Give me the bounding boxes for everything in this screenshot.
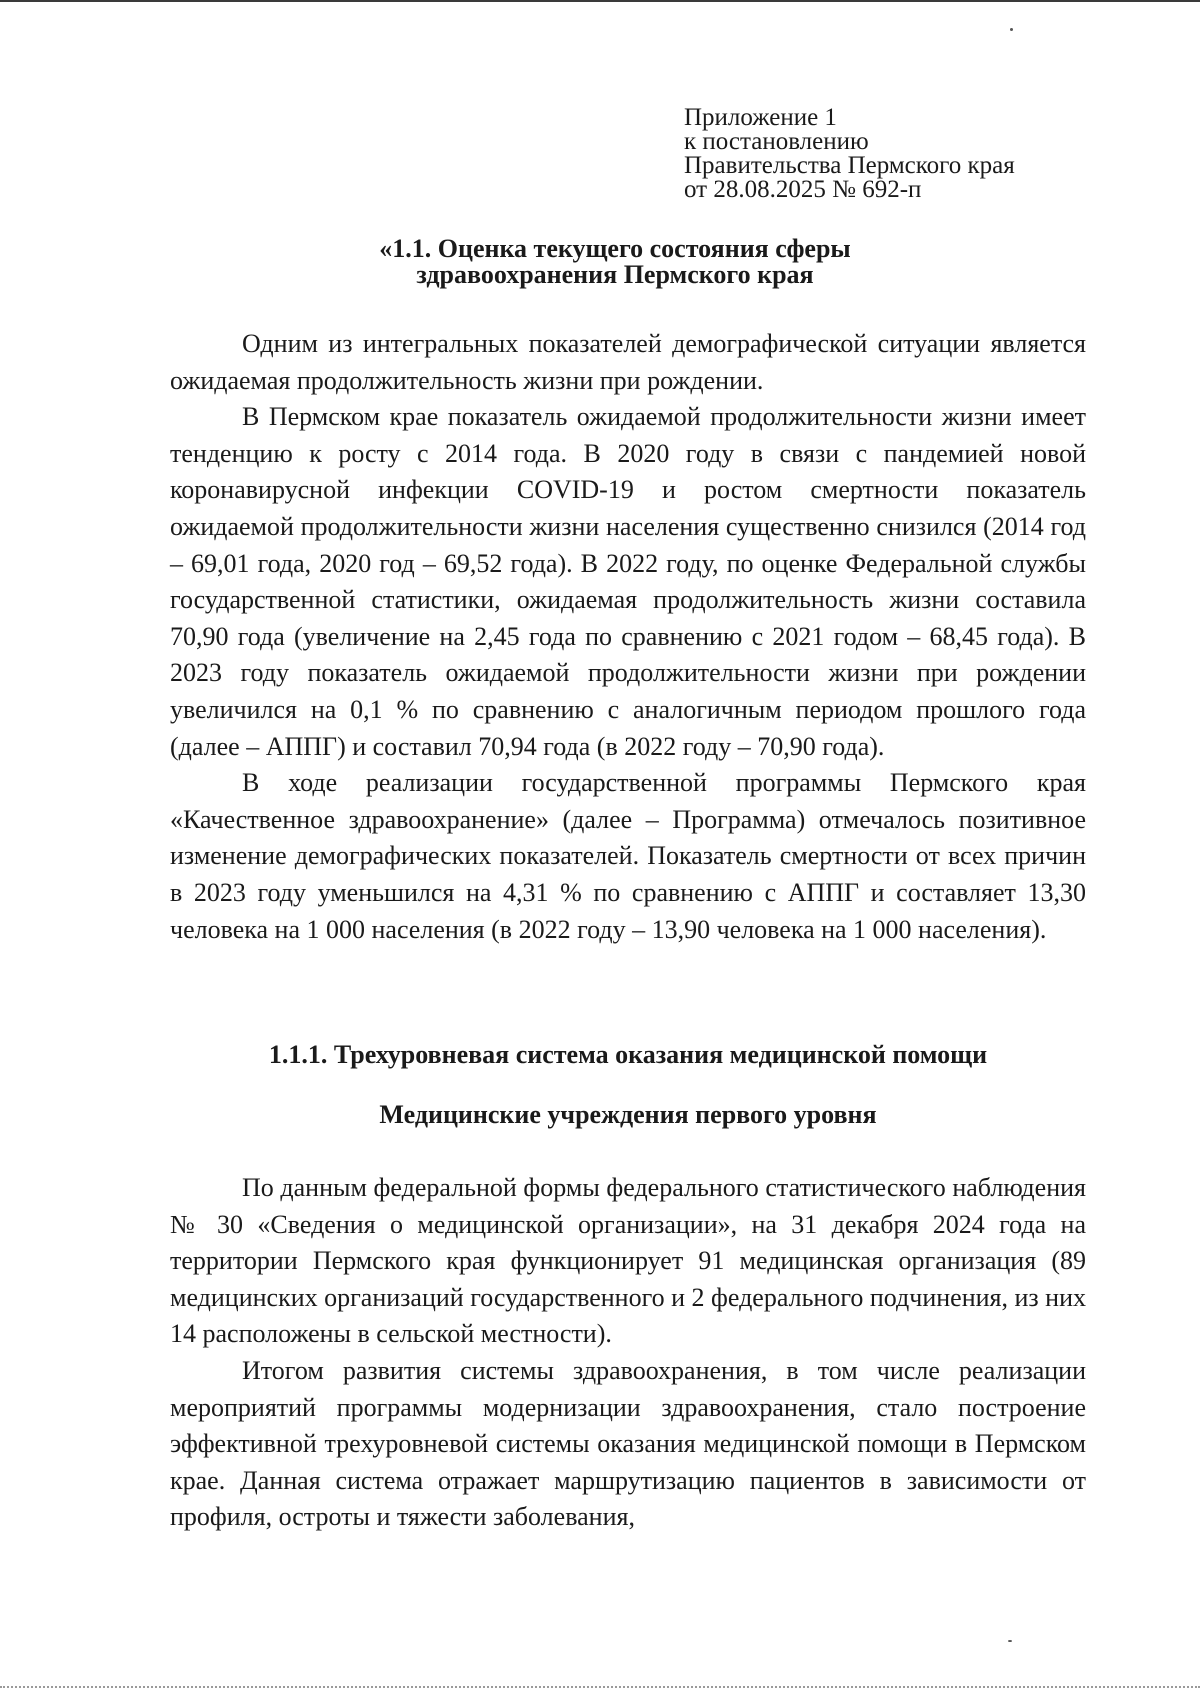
approval-line: от 28.08.2025 № 692-п: [684, 176, 922, 203]
scan-speck: [1008, 1640, 1012, 1642]
subsection-heading: Медицинские учреждения первого уровня: [379, 1100, 877, 1129]
title-line: «1.1. Оценка текущего состояния сферы: [379, 234, 851, 263]
scan-bottom-edge: [0, 1686, 1200, 1688]
paragraph: В Пермском крае показатель ожидаемой продолжительности жизни имеет тенденцию к росту с 2014 года. В 2020 году в связи с пандемией новой коронавирусной инфекции COVID-19 и ростом смертности показатель ожидаемой продолжительности жизни населения существенно снизился (2014 год – 69,01 года, 2020 год – 69,52 года). В 2022 году, по оценке Федеральной службы государственной статистики, ожидаемая продолжительность жизни составила 70,90 года (увеличение на 2,45 года по сравнению с 2021 годом – 68,45 года). В 2023 году показатель ожидаемой продолжительности жизни при рождении увеличился на 0,1 % по сравнению с аналогичным периодом прошлого года (далее – АППГ) и составил 70,94 года (в 2022 году – 70,90 года).: [170, 402, 1086, 761]
approval-line: к постановлению: [684, 128, 869, 155]
title-line: здравоохранения Пермского края: [416, 260, 814, 289]
section-heading: 1.1.1. Трехуровневая система оказания медицинской помощи: [268, 1040, 988, 1069]
approval-line: Приложение 1: [684, 104, 837, 131]
body-text-part2: [170, 1170, 1086, 1536]
scan-speck: [1010, 28, 1013, 31]
approval-line: Правительства Пермского края: [684, 152, 1015, 179]
paragraph: Одним из интегральных показателей демографической ситуации является ожидаемая продолжительность жизни при рождении.: [170, 329, 1086, 395]
scan-top-edge: [0, 0, 1200, 2]
body-text-part1: [170, 326, 1086, 948]
paragraph: По данным федеральной формы федерального статистического наблюдения № 30 «Сведения о медицинской организации», на 31 декабря 2024 года на территории Пермского края функционирует 91 медицинская организация (89 медицинских организаций государственного и 2 федерального подчинения, из них 14 расположены в сельской местности).: [170, 1173, 1087, 1349]
document-title: [0, 236, 1200, 288]
paragraph: В ходе реализации государственной программы Пермского края «Качественное здравоохранение» (далее – Программа) отмечалось позитивное изменение демографических показателей. Показатель смертности от всех причин в 2023 году уменьшился на 4,31 % по сравнению с АППГ и составляет 13,30 человека на 1 000 населения (в 2022 году – 13,90 человека на 1 000 населения).: [170, 768, 1086, 944]
paragraph: Итогом развития системы здравоохранения, в том числе реализации мероприятий программы модернизации здравоохранения, стало построение эффективной трехуровневой системы оказания медицинской помощи в Пермском крае. Данная система отражает маршрутизацию пациентов в зависимости от профиля, остроты и тяжести заболевания,: [170, 1355, 1086, 1532]
approval-block: [684, 106, 1015, 202]
